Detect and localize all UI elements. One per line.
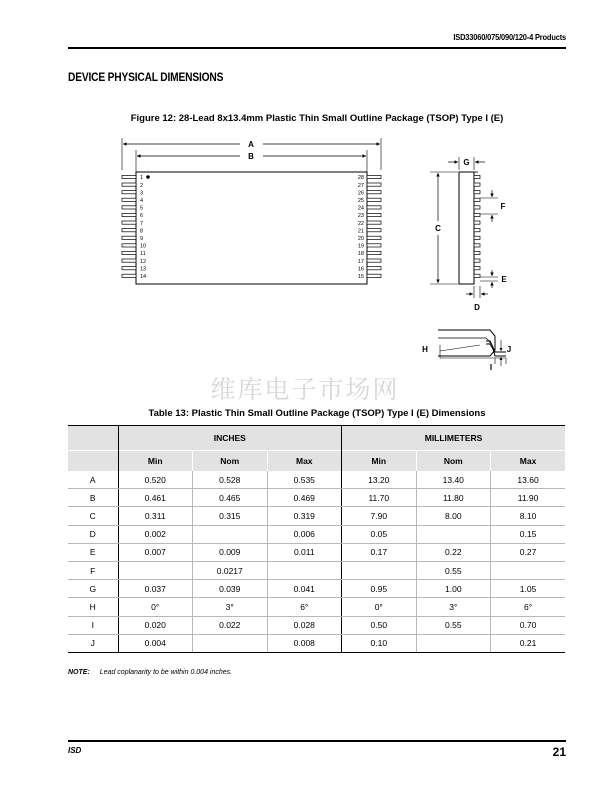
cell-mm-nom: [416, 634, 491, 652]
cell-inches-max: 0.535: [267, 471, 342, 489]
package-body-top-view: [136, 172, 367, 284]
pin-number-left: 4: [140, 198, 144, 204]
cell-inches-max: 0.011: [267, 543, 342, 561]
cell-mm-max: [491, 561, 566, 579]
cell-mm-max: 8.10: [491, 507, 566, 525]
cell-mm-min: [342, 561, 417, 579]
lead-side: [474, 221, 480, 224]
lead-side: [474, 191, 480, 194]
cell-inches-min: 0.461: [118, 489, 193, 507]
lead-left: [122, 175, 136, 178]
cell-mm-nom: 13.40: [416, 471, 491, 489]
lead-left: [122, 229, 136, 232]
cell-inches-max: 0.006: [267, 525, 342, 543]
pin-number-left: 11: [140, 251, 146, 258]
pin-number-left: 7: [140, 220, 144, 227]
table-row: [68, 634, 565, 652]
cell-mm-min: 0.95: [342, 580, 417, 598]
cell-mm-min: 0.17: [342, 543, 417, 561]
row-label: C: [68, 507, 118, 525]
dimensions-table: [68, 425, 565, 653]
cell-mm-min: 7.90: [342, 507, 417, 525]
row-label: E: [68, 543, 118, 561]
pin-number-right: 17: [357, 258, 364, 265]
cell-mm-nom: 0.22: [416, 543, 491, 561]
millimeters-group-header: MILLIMETERS: [342, 426, 566, 451]
lead-left: [122, 206, 136, 209]
cell-inches-nom: 0.465: [193, 489, 268, 507]
cell-mm-max: 0.27: [491, 543, 566, 561]
cell-mm-max: 6°: [491, 598, 566, 616]
table-row: [68, 561, 565, 579]
header-product-title: ISD33060/075/090/120-4 Products: [453, 32, 566, 42]
watermark: 维库电子市场网: [210, 375, 400, 404]
lead-left: [122, 213, 136, 216]
label-a: A: [248, 140, 254, 149]
pin-number-right: 25: [357, 198, 364, 204]
page-number: 21: [552, 745, 566, 759]
note-text: Lead coplanarity to be within 0.004 inches.: [99, 669, 233, 676]
lead-right: [367, 191, 381, 194]
table-row: [68, 471, 565, 489]
cell-inches-nom: 0.039: [193, 580, 268, 598]
label-e: E: [501, 275, 507, 284]
lead-right: [367, 183, 381, 186]
table-corner-cell: [68, 451, 118, 472]
lead-left: [122, 183, 136, 186]
pin-number-right: 28: [357, 175, 364, 182]
table-group-header-row: [68, 426, 565, 451]
cell-inches-nom: 3°: [193, 598, 268, 616]
section-title: DEVICE PHYSICAL DIMENSIONS: [68, 70, 224, 84]
cell-mm-max: 0.21: [491, 634, 566, 652]
cell-mm-min: 0.10: [342, 634, 417, 652]
label-f: F: [500, 202, 506, 211]
cell-mm-max: 11.90: [491, 489, 566, 507]
right-leads: [358, 175, 381, 280]
lead-right: [367, 236, 381, 239]
table-row: [68, 598, 565, 616]
cell-inches-nom: 0.315: [193, 507, 268, 525]
col-header-inches-max: Max: [267, 451, 342, 472]
side-view: [430, 157, 507, 312]
cell-inches-min: 0.311: [118, 507, 193, 525]
lead-side: [474, 236, 480, 239]
row-label: I: [68, 616, 118, 634]
cell-inches-min: 0.020: [118, 616, 193, 634]
left-leads: [122, 175, 146, 280]
lead-detail-view: [422, 330, 511, 372]
lead-right: [367, 206, 381, 209]
row-label: A: [68, 471, 118, 489]
lead-side: [474, 251, 480, 254]
cell-mm-min: 13.20: [342, 471, 417, 489]
row-label: H: [68, 598, 118, 616]
lead-side: [474, 244, 480, 247]
lead-side: [474, 259, 480, 262]
lead-right: [367, 259, 381, 262]
lead-side: [474, 213, 480, 216]
pin-number-right: 26: [357, 190, 364, 197]
note-label: NOTE:: [68, 669, 90, 676]
pin-number-left: 2: [140, 182, 144, 189]
table-row: [68, 525, 565, 543]
cell-inches-nom: 0.009: [193, 543, 268, 561]
lead-right: [367, 274, 381, 277]
pin-number-left: 8: [140, 228, 144, 235]
cell-inches-min: 0.037: [118, 580, 193, 598]
cell-mm-max: 13.60: [491, 471, 566, 489]
cell-inches-max: [267, 561, 342, 579]
note: [68, 669, 232, 676]
lead-left: [122, 236, 136, 239]
cell-inches-nom: 0.0217: [193, 561, 268, 579]
row-label: F: [68, 561, 118, 579]
lead-right: [367, 198, 381, 201]
lead-left: [122, 274, 136, 277]
pin-number-right: 15: [357, 274, 364, 280]
pin-number-left: 13: [140, 266, 147, 273]
label-j: J: [506, 345, 512, 354]
lead-side: [474, 229, 480, 232]
cell-mm-nom: 1.00: [416, 580, 491, 598]
col-header-mm-min: Min: [342, 451, 417, 472]
label-h: H: [422, 345, 428, 354]
pin-number-right: 27: [357, 182, 364, 189]
cell-mm-nom: 0.55: [416, 616, 491, 634]
pin-number-right: 16: [357, 266, 364, 273]
cell-mm-nom: [416, 525, 491, 543]
lead-right: [367, 221, 381, 224]
row-label: G: [68, 580, 118, 598]
cell-inches-min: 0.007: [118, 543, 193, 561]
lead-left: [122, 221, 136, 224]
row-label: J: [68, 634, 118, 652]
cell-mm-nom: 8.00: [416, 507, 491, 525]
cell-mm-min: 11.70: [342, 489, 417, 507]
pin-number-right: 20: [357, 236, 364, 242]
lead-side: [474, 267, 480, 270]
lead-left: [122, 244, 136, 247]
figure-caption: Figure 12: 28-Lead 8x13.4mm Plastic Thin Small Outline Package (TSOP) Type I (E): [130, 113, 504, 124]
col-header-mm-max: Max: [491, 451, 566, 472]
lead-side: [474, 198, 480, 201]
row-label: D: [68, 525, 118, 543]
pin1-marker-dot: [146, 175, 150, 179]
footer-rule: [68, 740, 566, 742]
row-label: B: [68, 489, 118, 507]
col-header-mm-nom: Nom: [416, 451, 491, 472]
lead-right: [367, 175, 381, 178]
lead-side: [474, 175, 480, 178]
lead-side: [474, 183, 480, 186]
cell-inches-min: 0.004: [118, 634, 193, 652]
table-body: [68, 471, 565, 652]
pin-number-right: 22: [357, 220, 364, 227]
lead-left: [122, 251, 136, 254]
lead-left: [122, 191, 136, 194]
table-caption: Table 13: Plastic Thin Small Outline Package (TSOP) Type I (E) Dimensions: [148, 408, 486, 419]
cell-mm-min: 0°: [342, 598, 417, 616]
cell-inches-max: 0.008: [267, 634, 342, 652]
cell-inches-max: 0.028: [267, 616, 342, 634]
cell-inches-min: 0°: [118, 598, 193, 616]
dimension-b: [136, 150, 367, 172]
footer-brand: ISD: [68, 746, 82, 755]
pin-number-left: 3: [140, 190, 144, 197]
cell-inches-nom: 0.528: [193, 471, 268, 489]
cell-inches-min: 0.002: [118, 525, 193, 543]
cell-mm-max: 0.15: [491, 525, 566, 543]
pin-number-right: 24: [357, 205, 364, 212]
lead-right: [367, 244, 381, 247]
table-row: [68, 616, 565, 634]
pin-number-right: 21: [357, 228, 364, 235]
cell-inches-max: 0.319: [267, 507, 342, 525]
cell-inches-nom: [193, 634, 268, 652]
lead-left: [122, 267, 136, 270]
cell-mm-max: 1.05: [491, 580, 566, 598]
table-corner-cell: [68, 426, 118, 451]
label-d: D: [474, 303, 480, 312]
cell-inches-min: [118, 561, 193, 579]
table-sub-header-row: [68, 451, 565, 472]
pin-number-left: 5: [140, 205, 144, 212]
col-header-inches-min: Min: [118, 451, 193, 472]
pin-number-left: 10: [140, 243, 147, 250]
pin-number-left: 1: [140, 175, 144, 182]
lead-right: [367, 267, 381, 270]
cell-mm-min: 0.05: [342, 525, 417, 543]
cell-inches-max: 6°: [267, 598, 342, 616]
lead-right: [367, 229, 381, 232]
cell-mm-max: 0.70: [491, 616, 566, 634]
cell-mm-nom: 11.80: [416, 489, 491, 507]
cell-mm-nom: 0.55: [416, 561, 491, 579]
pin-number-left: 6: [140, 213, 144, 220]
label-b: B: [248, 152, 254, 161]
label-c: C: [435, 224, 441, 233]
table-row: [68, 580, 565, 598]
pin-number-right: 23: [357, 213, 364, 220]
table-row: [68, 543, 565, 561]
cell-inches-nom: 0.022: [193, 616, 268, 634]
cell-inches-max: 0.041: [267, 580, 342, 598]
table-row: [68, 489, 565, 507]
table-row: [68, 507, 565, 525]
lead-side: [474, 274, 480, 277]
pin-number-left: 9: [140, 236, 144, 242]
lead-right: [367, 213, 381, 216]
cell-mm-min: 0.50: [342, 616, 417, 634]
lead-left: [122, 259, 136, 262]
pin-number-right: 19: [357, 243, 364, 250]
col-header-inches-nom: Nom: [193, 451, 268, 472]
lead-left: [122, 198, 136, 201]
pin-number-left: 12: [140, 258, 147, 265]
label-i: I: [489, 363, 493, 372]
cell-inches-max: 0.469: [267, 489, 342, 507]
cell-inches-nom: [193, 525, 268, 543]
pin-number-right: 18: [357, 251, 364, 258]
pin-number-left: 14: [140, 274, 147, 280]
cell-inches-min: 0.520: [118, 471, 193, 489]
lead-side: [474, 206, 480, 209]
inches-group-header: INCHES: [118, 426, 342, 451]
label-g: G: [463, 158, 470, 167]
cell-mm-nom: 3°: [416, 598, 491, 616]
lead-right: [367, 251, 381, 254]
